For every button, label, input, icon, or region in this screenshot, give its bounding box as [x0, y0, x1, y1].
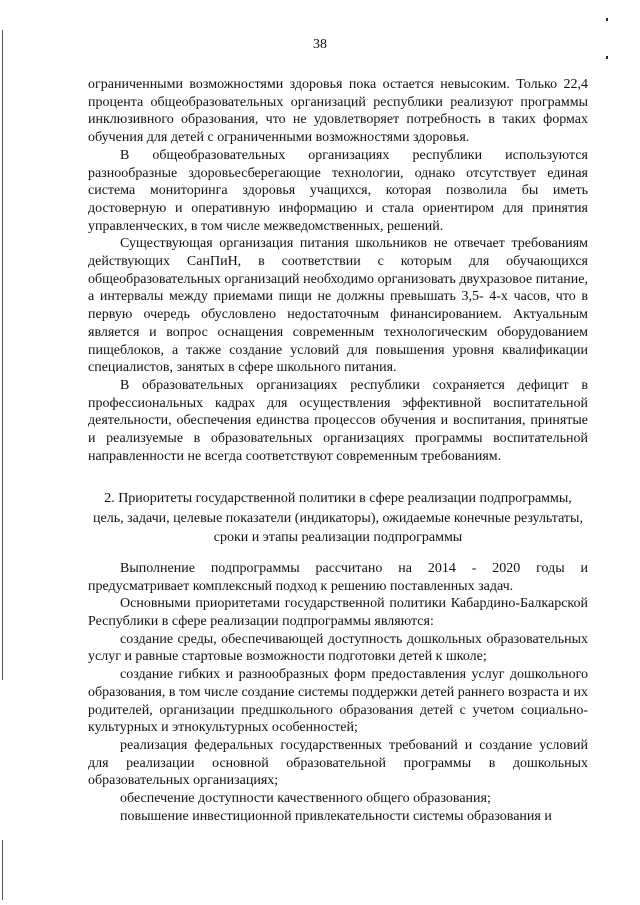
section-heading-line: 2. Приоритеты государственной политики в сфере реализации подпрограммы, — [104, 491, 572, 507]
section-heading-line: сроки и этапы реализации подпрограммы — [213, 530, 463, 546]
paragraph: Выполнение подпрограммы рассчитано на 2014 - 2020 годы и предусматривает комплексный подход к решению поставленных задач. — [88, 560, 588, 594]
document-body — [88, 76, 588, 826]
paragraph: Существующая организация питания школьников не отвечает требованиям действующих СанПиН, в соответствии с которым для обучающихся общеобразовательных организаций необходимо организовать двухразовое питание, а интервалы между приемами пищи не должны превышать 3,5- 4-х часов, что в первую очередь обусловлено недостаточным финансированием. Актуальным является и вопрос оснащения современным технологическим оборудованием пищеблоков, а также создание условий для повышения уровня квалификации специалистов, занятых в сфере школьного питания. — [88, 236, 588, 376]
list-item: повышение инвестиционной привлекательности системы образования и — [120, 808, 552, 824]
page-number: 38 — [313, 37, 327, 52]
list-item: обеспечение доступности качественного общего образования; — [120, 791, 491, 807]
scan-speck — [606, 56, 608, 59]
section-heading — [88, 489, 588, 548]
list-item: реализация федеральных государственных требований и создание условий для реализации основной образовательной программы в дошкольных образовательных организациях; — [88, 738, 588, 789]
paragraph: В образовательных организациях республики сохраняется дефицит в профессиональных кадрах для осуществления эффективной воспитательной деятельности, обеспечения единства процессов обучения и воспитания, принятые и реализуемые в образовательных организациях программы воспитательной направленности не всегда соответствуют современным требованиям. — [88, 377, 588, 464]
paragraph: Основными приоритетами государственной политики Кабардино-Балкарской Республики в сфере реализации подпрограммы являются: — [88, 596, 588, 630]
scan-speck — [606, 18, 608, 21]
scan-edge-line — [2, 30, 3, 680]
section-heading-line: цель, задачи, целевые показатели (индикаторы), ожидаемые конечные результаты, — [93, 510, 583, 526]
list-item: создание среды, обеспечивающей доступность дошкольных образовательных услуг и равные стартовые возможности подготовки детей к школе; — [88, 631, 588, 665]
paragraph: В общеобразовательных организациях республики используются разнообразные здоровьесберегающие технологии, однако отсутствует единая система мониторинга здоровья учащихся, которая позволила бы иметь достоверную и оперативную информацию и стала ориентиром для принятия управленческих, в том числе межведомственных, решений. — [88, 147, 588, 234]
paragraph: ограниченными возможностями здоровья пока остается невысоким. Только 22,4 процента общеобразовательных организаций республики реализуют программы инклюзивного образования, что не удовлетворяет потребность в таких формах обучения для детей с ограниченными возможностями здоровья. — [88, 77, 588, 146]
scan-edge-line-lower — [2, 840, 3, 900]
list-item: создание гибких и разнообразных форм предоставления услуг дошкольного образования, в том числе создание системы поддержки детей раннего возраста и их родителей, организации предшкольного образования детей с учетом социально-культурных и этнокультурных особенностей; — [88, 667, 588, 736]
